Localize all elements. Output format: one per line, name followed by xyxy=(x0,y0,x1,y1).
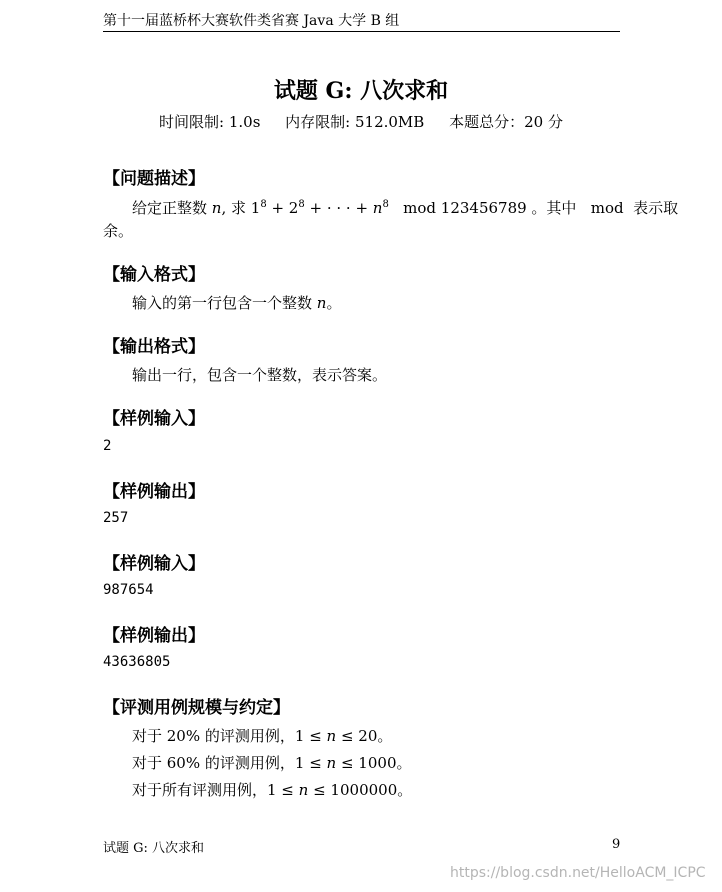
constraint-1-pre: 对于 20% 的评测用例，1 ≤ xyxy=(132,727,327,745)
sample-output-2: 43636805 xyxy=(103,654,171,670)
section-heading-sample-output-1: 【样例输出】 xyxy=(103,482,205,502)
section-heading-input-format: 【输入格式】 xyxy=(103,265,205,285)
desc-sup-2: 8 xyxy=(298,199,305,210)
description-line-1 xyxy=(132,197,678,218)
desc-plus: + 2 xyxy=(266,199,299,217)
constraint-line-3 xyxy=(132,779,412,800)
constraint-3-post: ≤ 1000000。 xyxy=(308,781,413,799)
sample-input-1: 2 xyxy=(103,438,112,454)
constraint-2-pre: 对于 60% 的评测用例，1 ≤ xyxy=(132,754,327,772)
constraint-3-pre: 对于所有评测用例，1 ≤ xyxy=(132,781,299,799)
constraint-1-post: ≤ 20。 xyxy=(336,727,393,745)
section-heading-sample-input-2: 【样例输入】 xyxy=(103,554,205,574)
output-format-text: 输出一行，包含一个整数，表示答案。 xyxy=(132,366,388,384)
desc-mod: mod 123456789 。其中 mod 表示取 xyxy=(388,199,679,217)
section-heading-description: 【问题描述】 xyxy=(103,169,205,189)
section-heading-output-format: 【输出格式】 xyxy=(103,337,205,357)
description-line-2: 余。 xyxy=(103,222,134,240)
desc-var-n2: n xyxy=(372,199,383,217)
desc-sup-1: 8 xyxy=(260,199,267,210)
running-header: 第十一届蓝桥杯大赛软件类省赛 Java 大学 B 组 xyxy=(103,13,400,29)
watermark-url: https://blog.csdn.net/HelloACM_ICPC xyxy=(450,865,706,881)
constraint-2-post: ≤ 1000。 xyxy=(336,754,412,772)
sample-output-1: 257 xyxy=(103,510,129,526)
problem-title: 试题 G: 八次求和 xyxy=(273,78,449,104)
input-format-text xyxy=(132,292,341,313)
constraint-line-1 xyxy=(132,725,392,746)
desc-prefix: 给定正整数 xyxy=(132,199,208,217)
input-format-body: 输入的第一行包含一个整数 xyxy=(132,294,313,312)
sample-input-2: 987654 xyxy=(103,582,154,598)
problem-limits xyxy=(0,111,722,132)
constraint-3-var: n xyxy=(298,781,309,799)
section-heading-constraints: 【评测用例规模与约定】 xyxy=(103,698,290,718)
memory-limit: 内存限制: 512.0MB xyxy=(285,113,425,131)
desc-sup-3: 8 xyxy=(382,199,389,210)
input-format-var: n xyxy=(316,294,327,312)
page-number: 9 xyxy=(612,837,621,852)
footer-title: 试题 G: 八次求和 xyxy=(103,841,205,856)
time-limit: 时间限制: 1.0s xyxy=(159,113,261,131)
constraint-line-2 xyxy=(132,752,411,773)
input-format-end: 。 xyxy=(326,294,342,312)
header-rule xyxy=(103,31,620,32)
constraint-1-var: n xyxy=(326,727,337,745)
total-score: 本题总分：20 分 xyxy=(449,113,563,131)
desc-mid: , 求 1 xyxy=(221,199,261,217)
section-heading-sample-output-2: 【样例输出】 xyxy=(103,626,205,646)
desc-var-n: n xyxy=(211,199,222,217)
section-heading-sample-input-1: 【样例输入】 xyxy=(103,409,205,429)
constraint-2-var: n xyxy=(326,754,337,772)
desc-dots: + · · · + xyxy=(304,199,373,217)
